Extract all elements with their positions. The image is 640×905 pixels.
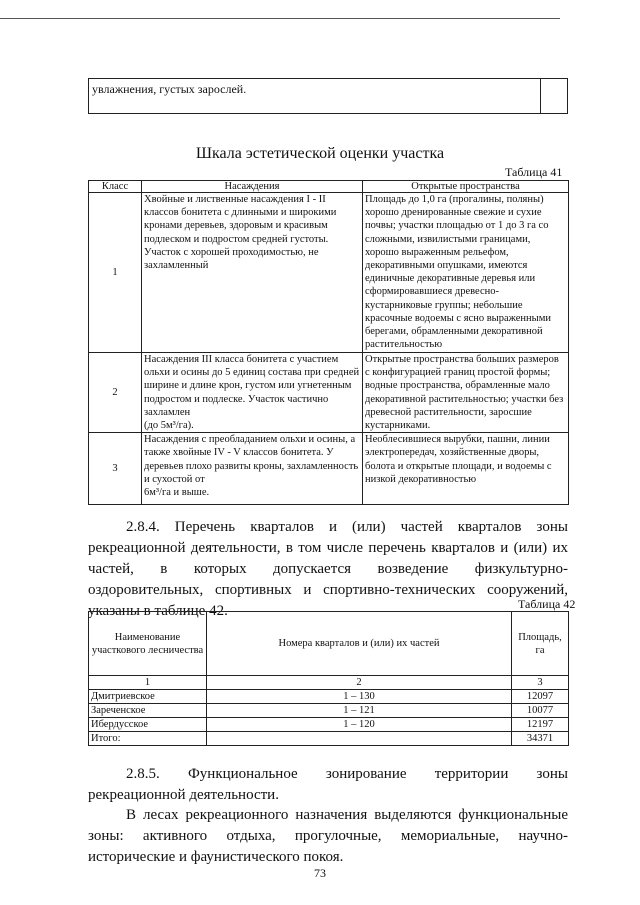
continuation-table [88,78,568,114]
class-cell: 3 [89,433,142,505]
zones-paragraph: В лесах рекреационного назначения выделяются функциональные зоны: активного отдыха, прогулочные, мемориальные, научно-исторические и фаунистического покоя. [88,807,568,865]
table-row [89,690,569,704]
total-row [89,732,569,746]
quarters-range: 1 – 120 [207,718,512,732]
plantings-text: Насаждения с преобладанием ольхи и осины, а также хвойные IV - V классов бонитета. У деревьев плохо развиты кроны, захламленность и сухостой от [144,434,359,485]
colnum-1: 1 [89,676,207,690]
table-header-row [89,612,569,676]
aesthetic-scale-table [88,180,569,505]
table41-title: Шкала эстетической оценки участка [195,145,445,162]
class-cell: 1 [89,193,142,353]
quarters-table [88,611,569,746]
open-spaces-cell: Необлесившиеся вырубки, пашни, линии электропередач, хозяйственные дворы, болота и открытые площади, и водоемы с низкой декоративностью [363,433,569,505]
header-class: Класс [89,181,142,193]
plantings-cell [142,433,363,505]
table-header-row [89,181,569,193]
header-plantings: Насаждения [142,181,363,193]
column-number-row [89,676,569,690]
area-value: 12197 [512,718,569,732]
table42-label: Таблица 42 [518,597,576,611]
total-empty [207,732,512,746]
table-row [89,704,569,718]
forestry-name: Дмитриевское [89,690,207,704]
forestry-name: Ибердусское [89,718,207,732]
header-area: Площадь, га [512,612,569,676]
section-2-8-5: 2.8.5. Функциональное зонирование территории зоны рекреационной деятельности. [88,766,568,803]
table-row [89,718,569,732]
header-rule [0,18,560,19]
plantings-text: Насаждения III класса бонитета с участием ольхи и осины до 5 единиц состава при средней ширине и длине крон, густом или угнетенным подростом и подлеске. Участок частично захламлен [144,354,360,418]
plantings-extra: 6м³/га и выше. [144,487,210,499]
open-spaces-cell: Площадь до 1,0 га (прогалины, поляны) хорошо дренированные свежие и сухие почвы; участки площадью от 1 до 3 га со сложными, извилистыми границами, хорошо выраженным рельефом, декоративными опушками, имеются единичные декоративные деревья или сформировавшиеся древесно-кустарниковые группы; небольшие красочные водоемы с ясно выраженными берегами, обрамленными декоративной растительностью [363,193,569,353]
open-spaces-cell: Открытые пространства больших размеров с конфигурацией границ простой формы; водные пространства, обрамленные мало декоративной растительностью; участки без древесной растительности, заросшие кустарниками. [363,353,569,433]
colnum-3: 3 [512,676,569,690]
area-value: 10077 [512,704,569,718]
header-quarters: Номера кварталов и (или) их частей [207,612,512,676]
area-value: 12097 [512,690,569,704]
table-row [89,193,569,353]
quarters-range: 1 – 121 [207,704,512,718]
plantings-extra: (до 5м³/га). [144,420,194,432]
colnum-2: 2 [207,676,512,690]
total-label: Итого: [89,732,207,746]
table41-label: Таблица 41 [505,165,563,179]
page-number: 73 [314,866,326,880]
plantings-cell [142,353,363,433]
quarters-range: 1 – 130 [207,690,512,704]
continuation-empty-cell [541,79,568,114]
plantings-cell: Хвойные и лиственные насаждения I - II классов бонитета с длинными и широкими кронами деревьев, здоровым и красивым подлеском и подростом средней густоты. Участок с хорошей проходимостью, не захламленный [142,193,363,353]
section-2-8-4: 2.8.4. Перечень кварталов и (или) частей кварталов зоны рекреационной деятельности, в том числе перечень кварталов и (или) их частей, в которых допускается возведение физкультурно-оздоровительных, спортивных и спортивно-технических сооружений, указаны в таблице 42. [88,519,568,619]
total-area: 34371 [512,732,569,746]
forestry-name: Зареченское [89,704,207,718]
table-row [89,433,569,505]
class-cell: 2 [89,353,142,433]
header-open-spaces: Открытые пространства [363,181,569,193]
table-row [89,353,569,433]
continuation-text: увлажнения, густых зарослей. [89,79,541,114]
header-forestry: Наименование участкового лесничества [89,612,207,676]
